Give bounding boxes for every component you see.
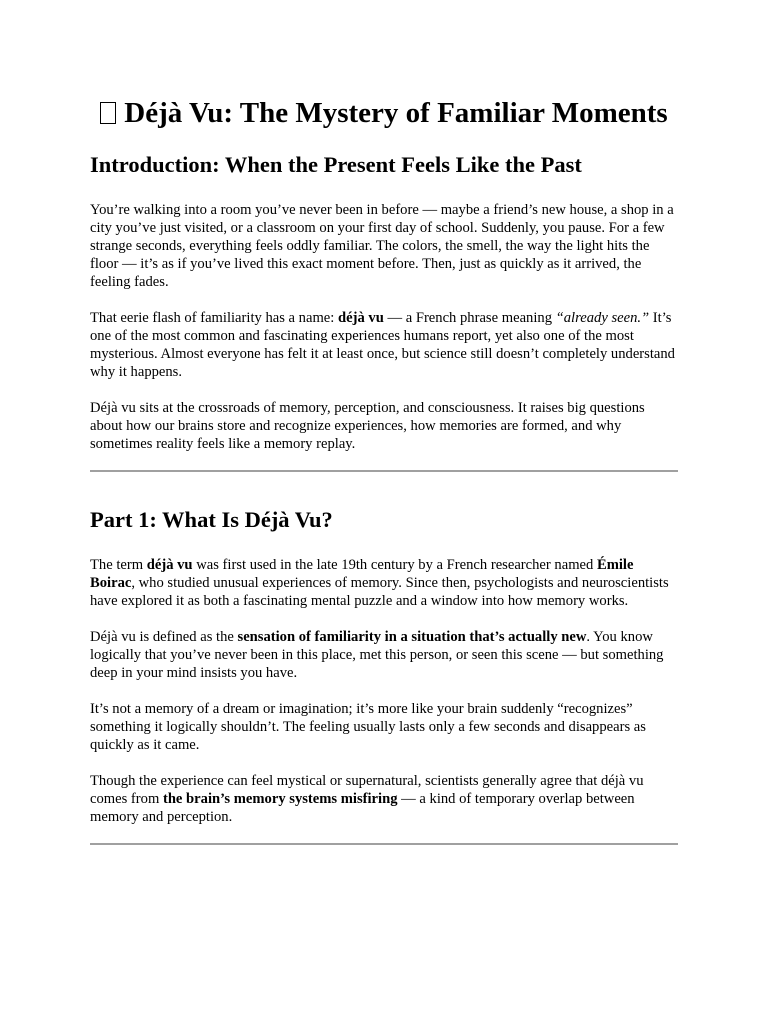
intro-paragraph-1: You’re walking into a room you’ve never been in before — maybe a friend’s new house, a shop in a city you’ve just visited, or a classroom on your first day of school. Suddenly, you pause. For a few strange seconds, everything feels oddly familiar. The colors, the smell, the way the light hits the floor — it’s as if you’ve lived this exact moment before. Then, just as quickly as it arrived, the feeling fades. (90, 202, 674, 290)
part1-heading: Part 1: What Is Déjà Vu? (90, 507, 333, 532)
part1-p1-text-a: The term (90, 557, 147, 573)
intro-p2-text-a: That eerie flash of familiarity has a name: (90, 310, 338, 326)
part1-paragraph-4 (90, 772, 678, 826)
page-title-text: Déjà Vu: The Mystery of Familiar Moments (124, 97, 668, 129)
page-title (90, 0, 678, 131)
part1-paragraph-2 (90, 628, 678, 682)
intro-heading: Introduction: When the Present Feels Like the Past (90, 152, 582, 177)
intro-paragraph-2 (90, 309, 678, 381)
section-divider (90, 843, 678, 845)
part1-p1-text-c: was first used in the late 19th century by a French researcher named (192, 557, 597, 573)
intro-p2-bold-term: déjà vu (338, 310, 384, 326)
intro-p2-text-e: It’s one of the most common and fascinating experiences humans report, yet also one of the most mysterious. Almost everyone has felt it at least once, but science still doesn’t completely understand why it happens. (90, 310, 675, 380)
document-icon (100, 102, 116, 124)
part1-paragraph-3: It’s not a memory of a dream or imagination; it’s more like your brain suddenly “recognizes” something it logically shouldn’t. The feeling usually lasts only a few seconds and disappears as quickly as it came. (90, 701, 646, 753)
intro-p2-italic-meaning: “already seen.” (555, 310, 650, 326)
part1-p4-text-c: — a kind of temporary overlap between memory and perception. (90, 791, 635, 825)
part1-p4-text-a: Though the experience can feel mystical or supernatural, scientists generally agree that déjà vu comes from (90, 773, 644, 807)
part1-paragraph-1 (90, 556, 678, 610)
part1-p1-bold-term: déjà vu (146, 557, 193, 573)
part1-p2-bold-definition: sensation of familiarity in a situation that’s actually new (237, 629, 587, 645)
part1-p4-bold-phrase: the brain’s memory systems misfiring (162, 791, 398, 807)
part1-p1-bold-name: Émile Boirac (90, 557, 634, 591)
part1-p2-text-c: . You know logically that you’ve never been in this place, met this person, or seen this scene — but something deep in your mind insists you have. (90, 629, 664, 681)
part1-p1-text-e: , who studied unusual experiences of memory. Since then, psychologists and neuroscientists have explored it as both a fascinating mental puzzle and a window into how memory works. (90, 575, 669, 609)
intro-p2-text-c: — a French phrase meaning (383, 310, 556, 326)
part1-p2-text-a: Déjà vu is defined as the (90, 629, 238, 645)
intro-paragraph-3: Déjà vu sits at the crossroads of memory, perception, and consciousness. It raises big questions about how our brains store and recognize experiences, how memories are formed, and why sometimes reality feels like a memory replay. (90, 400, 645, 452)
section-divider (90, 470, 678, 472)
